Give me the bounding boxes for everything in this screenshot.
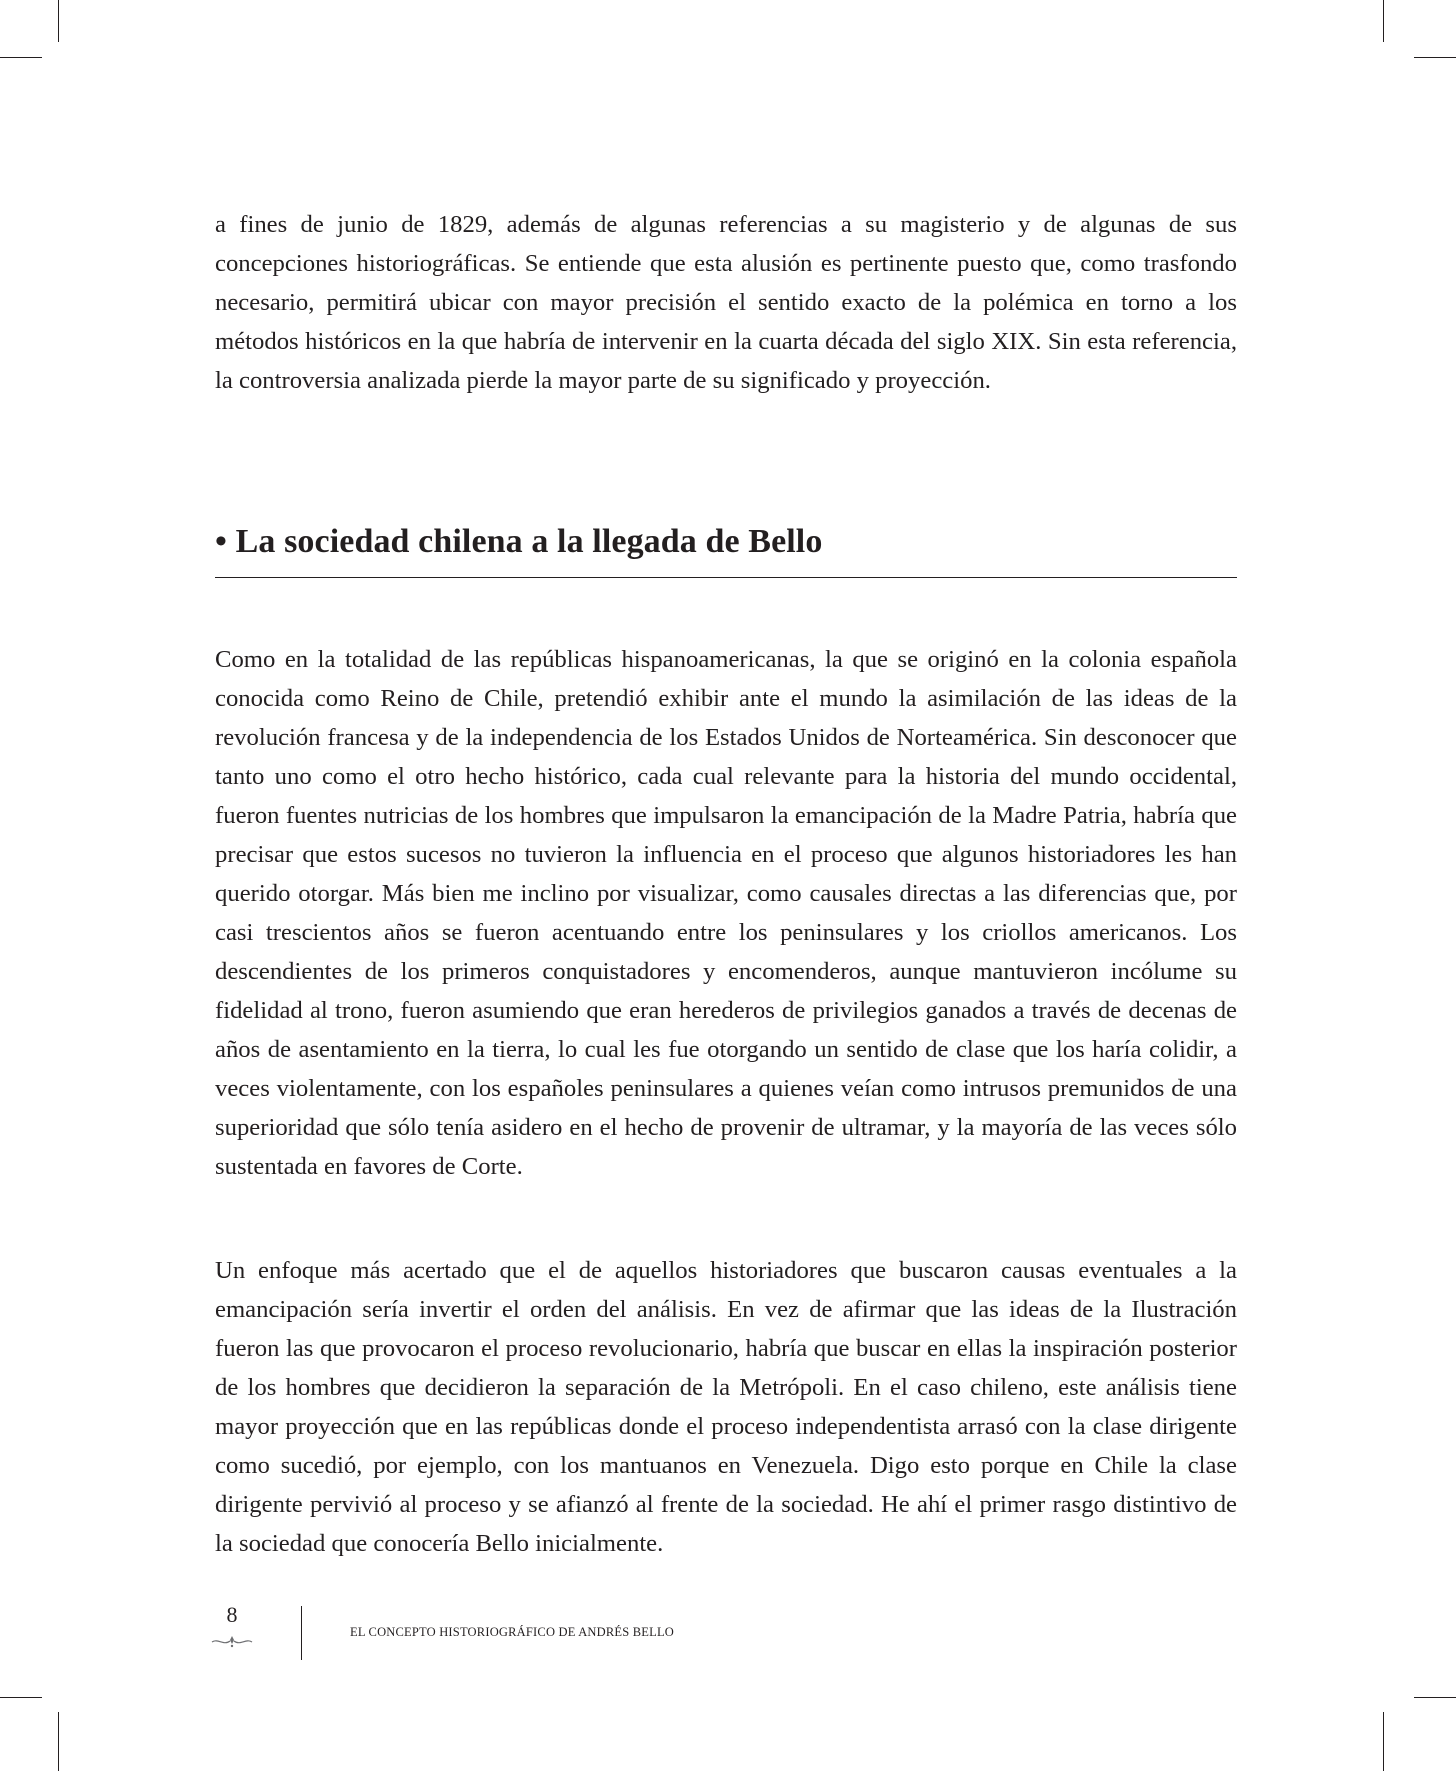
crop-mark (1414, 57, 1456, 58)
section-heading: • La sociedad chilena a la llegada de Bello (215, 523, 823, 560)
crop-mark (1383, 0, 1384, 42)
crop-mark (58, 0, 59, 42)
flourish-ornament-icon (210, 1632, 254, 1648)
footer-divider (301, 1606, 302, 1660)
crop-mark (0, 57, 42, 58)
body-paragraph: Un enfoque más acertado que el de aquellos historiadores que buscaron causas eventuales a la emancipación sería invertir el orden del análisis. En vez de afirmar que las ideas de la Ilustración fueron las que provocaron el proceso revolucionario, habría que buscar en ellas la inspiración posterior de los hombres que decidieron la separación de la Metrópoli. En el caso chileno, este análisis tiene mayor proyección que en las repúblicas donde el proceso independentista arrasó con la clase dirigente como sucedió, por ejemplo, con los mantuanos en Venezuela. Digo esto porque en Chile la clase dirigente pervivió al proceso y se afianzó al frente de la sociedad. He ahí el primer rasgo distintivo de la sociedad que conocería Bello inicialmente. (215, 1257, 1237, 1557)
heading-underline (215, 577, 1237, 578)
body-paragraph: a fines de junio de 1829, además de algunas referencias a su magisterio y de algunas de sus concepciones historiográficas. Se entiende que esta alusión es pertinente puesto que, como trasfondo necesario, permitirá ubicar con mayor precisión el sentido exacto de la polémica en torno a los métodos históricos en la que habría de intervenir en la cuarta década del siglo XIX. Sin esta referencia, la controversia analizada pierde la mayor parte de su significado y proyección. (215, 211, 1237, 394)
crop-mark (58, 1712, 59, 1771)
crop-mark (0, 1697, 42, 1698)
page-number: 8 (226, 1602, 238, 1627)
running-title: EL CONCEPTO HISTORIOGRÁFICO DE ANDRÉS BELLO (350, 1625, 675, 1639)
body-paragraph: Como en la totalidad de las repúblicas hispanoamericanas, la que se originó en la colonia española conocida como Reino de Chile, pretendió exhibir ante el mundo la asimilación de las ideas de la revolución francesa y de la independencia de los Estados Unidos de Norteamérica. Sin desconocer que tanto uno como el otro hecho histórico, cada cual relevante para la historia del mundo occidental, fueron fuentes nutricias de los hombres que impulsaron la emancipación de la Madre Patria, habría que precisar que estos sucesos no tuvieron la influencia en el proceso que algunos historiadores les han querido otorgar. Más bien me inclino por visualizar, como causales directas a las diferencias que, por casi trescientos años se fueron acentuando entre los peninsulares y los criollos americanos. Los descendientes de los primeros conquistadores y encomenderos, aunque mantuvieron incólume su fidelidad al trono, fueron asumiendo que eran herederos de privilegios ganados a través de decenas de años de asentamiento en la tierra, lo cual les fue otorgando un sentido de clase que los haría colidir, a veces violentamente, con los españoles peninsulares a quienes veían como intrusos premunidos de una superioridad que sólo tenía asidero en el hecho de provenir de ultramar, y la mayoría de las veces sólo sustentada en favores de Corte. (215, 646, 1237, 1180)
crop-mark (1383, 1712, 1384, 1771)
crop-mark (1414, 1697, 1456, 1698)
